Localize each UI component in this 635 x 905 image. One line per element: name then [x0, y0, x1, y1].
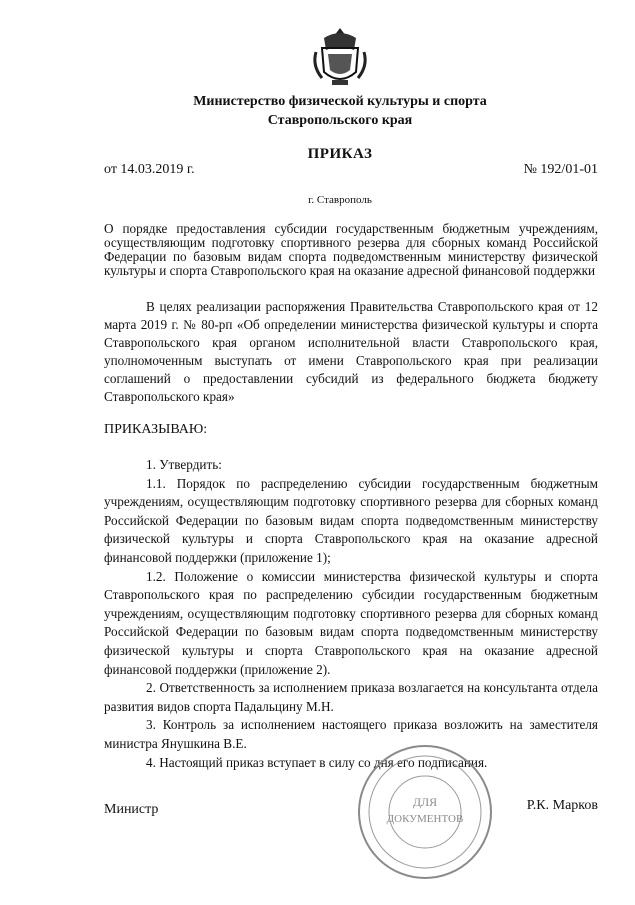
document-subject: О порядке предоставления субсидии государственным бюджетным учреждениям, осуществляющим подготовку спортивного резерва для сборных команд Российской Федерации по базовым видам спорта подведомственным министерству физической культуры и спорта Ставропольского края на оказание адресной финансовой поддержки: [104, 221, 598, 278]
order-items: [104, 456, 598, 772]
order-item: 4. Настоящий приказ вступает в силу со дня его подписания.: [146, 754, 488, 770]
document-city: г. Ставрополь: [308, 194, 372, 206]
order-item: 1.2. Положение о комиссии министерства физической культуры и спорта Ставропольского края по распределению субсидии государственным бюджетным учреждениям, осуществляющим подготовку спортивного резерва для сборных команд Российской Федерации по базовым видам спорта подведомственным министерству физической культуры и спорта Ставропольского края на оказание адресной финансовой поддержки (приложение 2).: [104, 568, 598, 677]
stamp-seal: [355, 742, 495, 882]
ministry-header: [100, 92, 580, 130]
order-item: 2. Ответственность за исполнением приказа возлагается на консультанта отдела развития видов спорта Падальцину М.Н.: [104, 680, 598, 714]
document-title: ПРИКАЗ: [307, 146, 373, 162]
order-item: 1. Утвердить:: [146, 457, 222, 472]
stamp-text-line2: ДОКУМЕНТОВ: [386, 813, 464, 825]
coat-of-arms-icon: [310, 22, 370, 92]
order-item: 1.1. Порядок по распределению субсидии государственным бюджетным учреждениям, осуществляющим подготовку спортивного резерва для сборных команд Российской Федерации по базовым видам спорта подведомственным министерству физической культуры и спорта Ставропольского края на оказание адресной финансовой поддержки (приложение 1);: [104, 475, 598, 565]
order-word: ПРИКАЗЫВАЮ:: [104, 422, 208, 437]
stamp-text-line1: ДЛЯ: [412, 795, 438, 809]
document-number: № 192/01-01: [523, 162, 598, 177]
order-item: 3. Контроль за исполнением настоящего приказа возложить на заместителя министра Янушкина В.Е.: [104, 717, 598, 751]
signature-name: Р.К. Марков: [526, 798, 598, 813]
document-date: от 14.03.2019 г.: [104, 162, 195, 177]
ministry-name-line1: Министерство физической культуры и спорта: [193, 94, 487, 109]
document-preamble: В целях реализации распоряжения Правительства Ставропольского края от 12 марта 2019 г. № 80-рп «Об определении министерства физической культуры и спорта Ставропольского края органом исполнительной власти Ставропольского края, уполномоченным выступать от имени Ставропольского края при реализации соглашений о предоставлении субсидий из федерального бюджета бюджету Ставропольского края»: [104, 299, 598, 404]
signature-role: Министр: [104, 802, 159, 817]
ministry-name-line2: Ставропольского края: [267, 113, 413, 128]
